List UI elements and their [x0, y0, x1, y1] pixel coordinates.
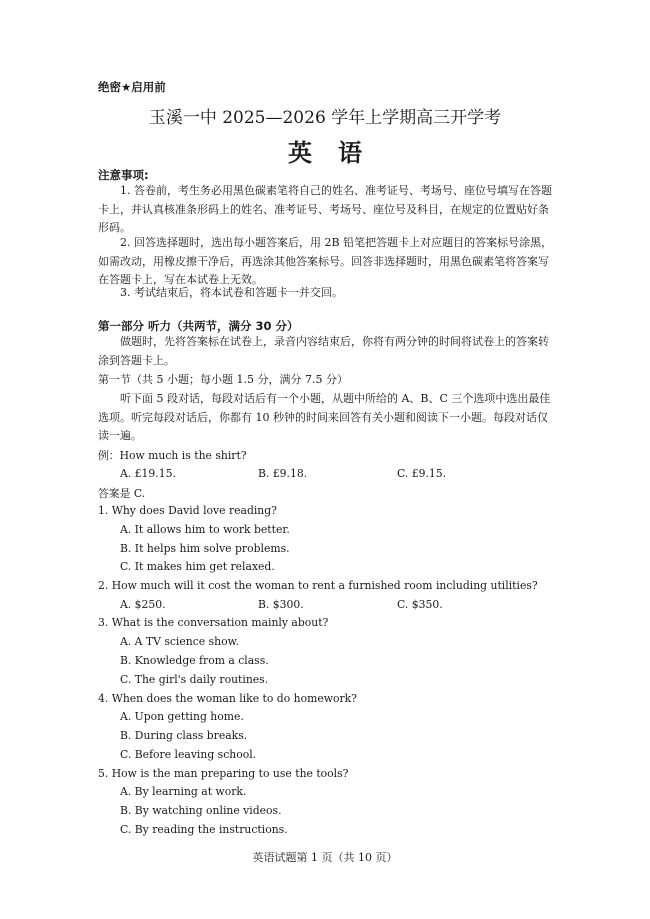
exam-title: 玉溪一中 2025—2026 学年上学期高三开学考 [148, 108, 502, 128]
section1-intro: 听下面 5 段对话，每段对话后有一个小题，从题中所给的 A、B、C 三个选项中选出最佳选项。听完每段对话后，你都有 10 秒钟的时间来回答有关小题和阅读下一小题。每段对话仅读一遍。 [98, 392, 551, 442]
confidential-label: 绝密★启用前 [98, 80, 166, 94]
q3-option-a: A. A TV science show. [120, 635, 239, 648]
question-2: 2. How much will it cost the woman to rent a furnished room including utilities? [98, 579, 538, 592]
section1-heading: 第一节（共 5 小题；每小题 1.5 分，满分 7.5 分） [98, 373, 348, 386]
question-3: 3. What is the conversation mainly about? [98, 616, 329, 629]
example-question: 例：How much is the shirt? [98, 449, 247, 462]
q1-option-c: C. It makes him get relaxed. [120, 560, 275, 573]
part1-heading: 第一部分 听力（共两节，满分 30 分） [98, 319, 299, 333]
q5-option-c: C. By reading the instructions. [120, 823, 288, 836]
example-option-c: C. £9.15. [397, 467, 447, 480]
q2-option-a: A. $250. [120, 598, 166, 611]
question-5: 5. How is the man preparing to use the tools? [98, 767, 349, 780]
q2-option-c: C. $350. [397, 598, 443, 611]
question-4: 4. When does the woman like to do homework? [98, 692, 357, 705]
note-item-3: 3. 考试结束后，将本试卷和答题卡一并交回。 [120, 286, 343, 299]
page-footer: 英语试题第 1 页（共 10 页） [252, 851, 398, 864]
note-item-1: 1. 答卷前，考生务必用黑色碳素笔将自己的姓名、准考证号、考场号、座位号填写在答题卡上，并认真核准条形码上的姓名、准考证号、考场号、座位号及科目，在规定的位置贴好条形码。 [98, 184, 552, 234]
q3-option-b: B. Knowledge from a class. [120, 654, 269, 667]
q4-option-b: B. During class breaks. [120, 729, 248, 742]
question-1: 1. Why does David love reading? [98, 504, 277, 517]
example-option-a: A. £19.15. [120, 467, 176, 480]
note-item-2: 2. 回答选择题时，选出每小题答案后，用 2B 铅笔把答题卡上对应题目的答案标号涂黑，如需改动，用橡皮擦干净后，再选涂其他答案标号。回答非选择题时，用黑色碳素笔将答案写在答题卡上，写在本试卷上无效。 [98, 236, 553, 286]
q5-option-b: B. By watching online videos. [120, 804, 282, 817]
q3-option-c: C. The girl's daily routines. [120, 673, 269, 686]
subject-title: 英语 [288, 138, 388, 167]
notes-heading: 注意事项: [98, 168, 149, 182]
q4-option-a: A. Upon getting home. [120, 710, 244, 723]
q1-option-b: B. It helps him solve problems. [120, 542, 290, 555]
part1-intro: 做题时，先将答案标在试卷上，录音内容结束后，你将有两分钟的时间将试卷上的答案转涂到答题卡上。 [98, 335, 549, 367]
example-answer: 答案是 C. [98, 487, 146, 500]
q1-option-a: A. It allows him to work better. [120, 523, 290, 536]
q4-option-c: C. Before leaving school. [120, 748, 257, 761]
example-option-b: B. £9.18. [258, 467, 308, 480]
q5-option-a: A. By learning at work. [120, 785, 247, 798]
q2-option-b: B. $300. [258, 598, 304, 611]
